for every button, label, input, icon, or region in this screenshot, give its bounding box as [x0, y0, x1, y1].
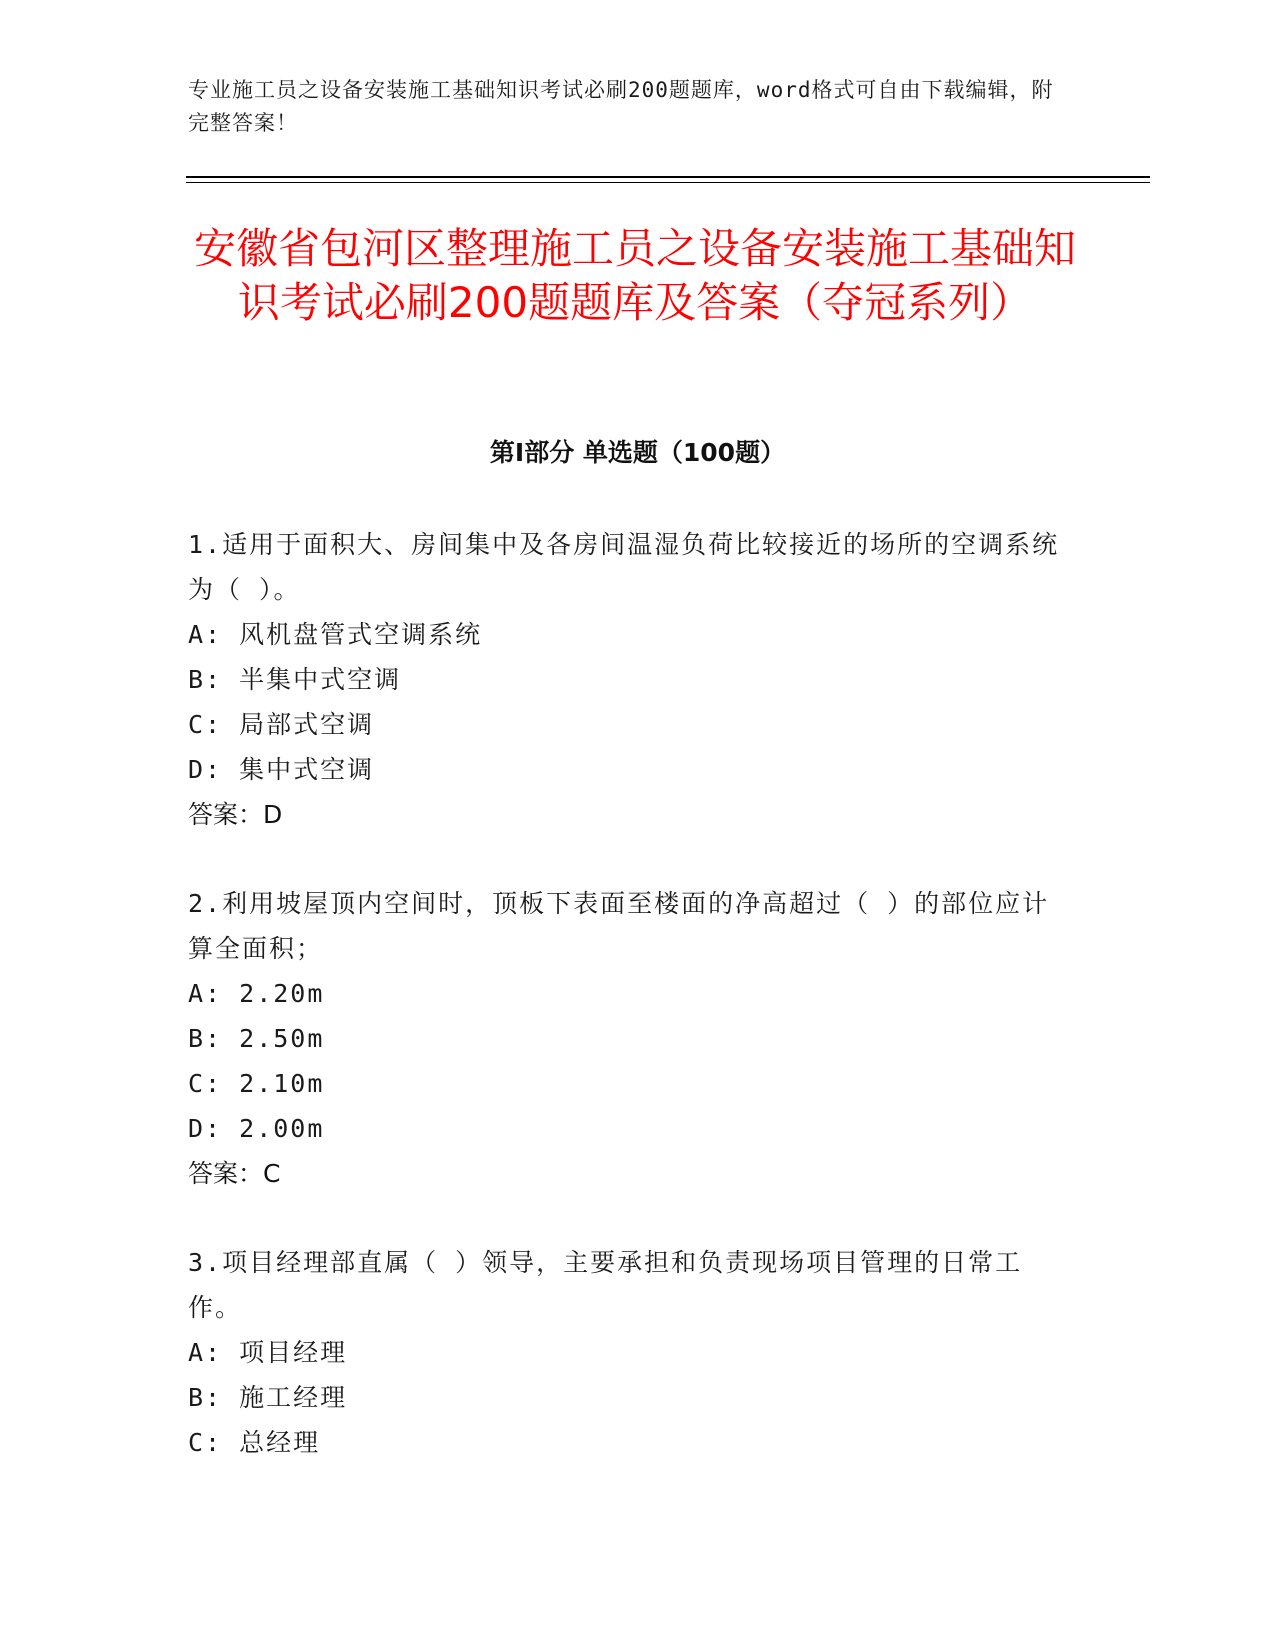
- option-c: C: 2.10m: [188, 1069, 325, 1098]
- option-d: D: 集中式空调: [188, 755, 375, 784]
- question-stem: 2.利用坡屋顶内空间时，顶板下表面至楼面的净高超过（ ）的部位应计算全面积；: [188, 889, 1050, 963]
- option-b: B: 2.50m: [188, 1024, 325, 1053]
- option-d: D: 2.00m: [188, 1114, 325, 1143]
- option-b: B: 施工经理: [188, 1383, 348, 1412]
- answer: 答案：C: [188, 1159, 281, 1188]
- question-list: [188, 522, 1068, 1509]
- answer: 答案：D: [188, 800, 283, 829]
- document-title: 安徽省包河区整理施工员之设备安装施工基础知识考试必刷200题题库及答案（夺冠系列）: [193, 224, 1076, 327]
- header-divider-thick: [186, 176, 1150, 178]
- header-divider-thin: [186, 182, 1150, 183]
- question-3: [188, 1240, 1068, 1465]
- question-stem: 3.项目经理部直属（ ）领导，主要承担和负责现场项目管理的日常工作。: [188, 1248, 1023, 1322]
- section-heading: 第Ⅰ部分 单选题（100题）: [489, 438, 786, 467]
- question-2: [188, 881, 1068, 1196]
- option-a: A: 风机盘管式空调系统: [188, 620, 483, 649]
- option-c: C: 局部式空调: [188, 710, 375, 739]
- option-a: A: 2.20m: [188, 979, 325, 1008]
- header-note: 专业施工员之设备安装施工基础知识考试必刷200题题库，word格式可自由下载编辑，附完整答案！: [188, 78, 1054, 135]
- question-stem: 1.适用于面积大、房间集中及各房间温湿负荷比较接近的场所的空调系统为（ ）。: [188, 530, 1060, 604]
- option-c: C: 总经理: [188, 1428, 321, 1457]
- option-a: A: 项目经理: [188, 1338, 348, 1367]
- option-b: B: 半集中式空调: [188, 665, 402, 694]
- question-1: [188, 522, 1068, 837]
